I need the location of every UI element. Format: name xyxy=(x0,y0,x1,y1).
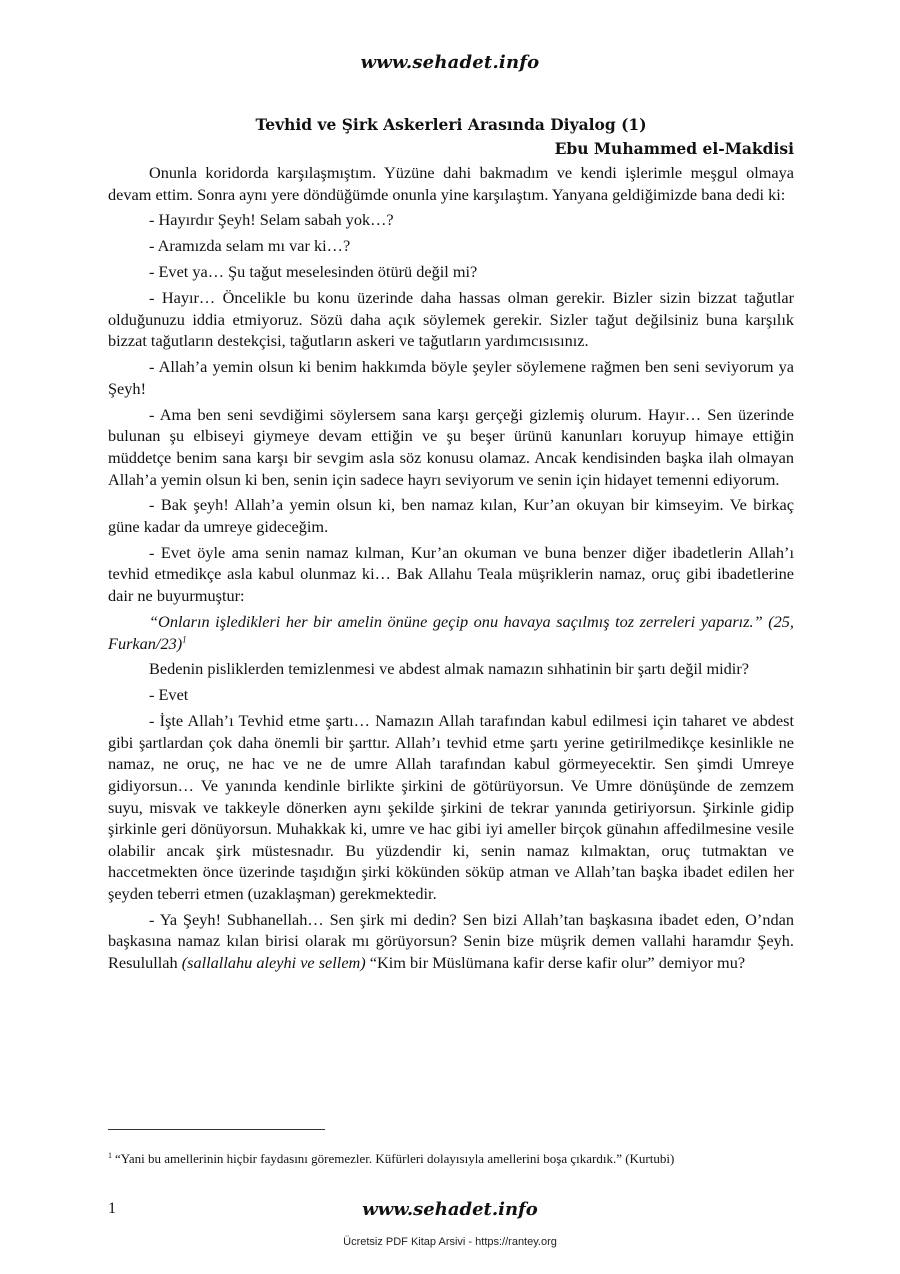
footnote-number: 1 xyxy=(108,1150,112,1160)
footnote-text: “Yani bu amellerinin hiçbir faydasını göremezler. Küfürleri dolayısıyla amellerini boşa çıkardık.” (Kurtubi) xyxy=(115,1151,675,1166)
paragraph xyxy=(108,909,794,974)
footnote xyxy=(108,1150,808,1167)
paragraph: - İşte Allah’ı Tevhid etme şartı… Namazın Allah tarafından kabul edilmesi için taharet ve abdest gibi şartlardan çok daha önemli bir şarttır. Allah’ı tevhid etme şartı yerine getirilmedikçe kesinlikle ne namaz, ne oruç, ne hac ve ne de umre Allah tarafından kabul görmeyecektir. Sen şimdi Umreye gidiyorsun… Ve yanında kendinle birlikte şirkini de götürüyorsun. Ve Umre dönüşünde de zemzem suyu, misvak ve takkeyle dönerken aynı şekilde şirkini de tekrar yanında getiriyorsun. Şirkinle gidip şirkinle geri dönüyorsun. Muhakkak ki, umre ve hac gibi iyi ameller birçok günahın affedilmesine vesile olabilir ancak şirk müstesnadır. Bu yüzdendir ki, senin namaz kılmaktan, oruç tutmaktan ve haccetmekten önce üzerinde taşıdığın şirki kökünden söküp atman ve Allah’tan başka ibadet edilen her şeyden teberri etmen (uzaklaşman) gerekmektedir. xyxy=(108,711,794,903)
verse-quote-text: “Onların işledikleri her bir amelin önüne geçip onu havaya saçılmış toz zerreleri yaparız.” (25, Furkan/23) xyxy=(108,611,794,653)
paragraph: - Evet öyle ama senin namaz kılman, Kur’an okuman ve buna benzer diğer ibadetlerin Allah’ı tevhid etmedikçe asla kabul olunmaz ki… Bak Allahu Teala müşriklerin namaz, oruç gibi ibadetlerine dair ne buyurmuştur: xyxy=(108,542,794,606)
honorific-phrase: (sallallahu aleyhi ve sellem) xyxy=(181,953,366,973)
paragraph-text: - Ya Şeyh! Subhanellah… Sen şirk mi dedin? Sen bizi Allah’tan başkasına ibadet eden, O’ndan başkasına namaz kılan birisi olarak mı görüyorsun? Senin bize müşrik demen vallahi haramdır Şeyh. Resulullah xyxy=(108,909,794,973)
paragraph: Bedenin pisliklerden temizlenmesi ve abdest almak namazın sıhhatinin bir şartı değil midir? xyxy=(149,659,749,679)
paragraph: - Evet ya… Şu tağut meselesinden ötürü değil mi? xyxy=(149,262,478,282)
paragraph: - Evet xyxy=(149,685,189,705)
paragraph: - Bak şeyh! Allah’a yemin olsun ki, ben namaz kılan, Kur’an okuyan bir kimseyim. Ve birkaç güne kadar da umreye gideceğim. xyxy=(108,495,794,536)
paragraph: - Ama ben seni sevdiğimi söylersem sana karşı gerçeği gizlemiş olurum. Hayır… Sen üzerinde bulunan şu elbiseyi giymeye devam ettiğin ve şu beşer ürünü kanunları koruyup himaye ettiğin müddetçe benim sana karşı bir sevgim asla söz konusu olamaz. Ancak kendisinden başka ilah olmayan Allah’a yemin olsun ki ben, senin için sadece hayrı seviyorum ve senin için hidayet temenni ediyorum. xyxy=(108,404,794,489)
page-number: 1 xyxy=(108,1200,116,1217)
footer-site-url[interactable]: www.sehadet.info xyxy=(362,1199,538,1220)
paragraph: Onunla koridorda karşılaşmıştım. Yüzüne dahi bakmadım ve kendi işlerimle meşgul olmaya devam ettim. Sonra aynı yere döndüğümde onunla yine karşılaştım. Yanyana geldiğimizde bana dedi ki: xyxy=(108,163,794,204)
footer-credit: Ücretsiz PDF Kitap Arsivi - https://rantey.org xyxy=(343,1236,557,1248)
paragraph: - Aramızda selam mı var ki…? xyxy=(149,236,351,256)
paragraph: - Hayır… Öncelikle bu konu üzerinde daha hassas olman gerekir. Bizler sizin bizzat tağutlar olduğunuzu iddia etmiyoruz. Sözü daha açık söylemek gerekir. Sizler tağut değilsiniz buna karşılık bizzat tağutların destekçisi, tağutların askeri ve tağutların yardımcısısınız. xyxy=(108,288,794,351)
article-title: Tevhid ve Şirk Askerleri Arasında Diyalog (1) xyxy=(255,115,647,134)
verse-quote xyxy=(108,611,794,654)
footnote-divider xyxy=(108,1129,325,1130)
paragraph-text: “Kim bir Müslümana kafir derse kafir olur” demiyor mu? xyxy=(365,953,746,973)
article-author: Ebu Muhammed el-Makdisi xyxy=(554,139,794,158)
paragraph: - Allah’a yemin olsun ki benim hakkımda böyle şeyler söylemene rağmen ben seni seviyorum ya Şeyh! xyxy=(108,357,794,398)
footnote-reference[interactable]: 1 xyxy=(182,634,187,645)
article-body xyxy=(108,114,794,978)
header-site-url[interactable]: www.sehadet.info xyxy=(360,52,540,73)
paragraph: - Hayırdır Şeyh! Selam sabah yok…? xyxy=(149,210,394,230)
